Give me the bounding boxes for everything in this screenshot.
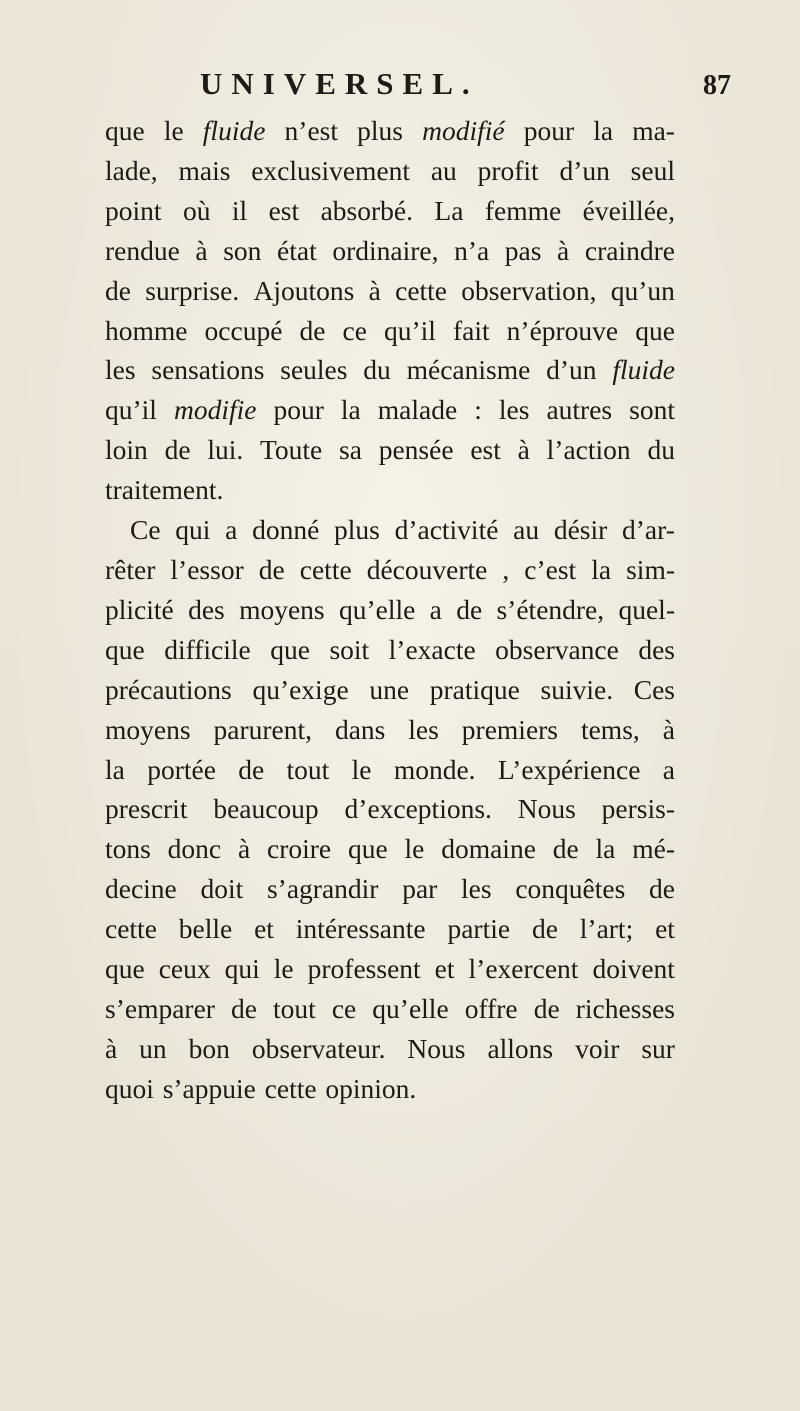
word: a xyxy=(225,514,238,546)
word: intéressante xyxy=(295,913,426,945)
text-line xyxy=(105,989,675,1029)
word: tout xyxy=(273,992,316,1024)
word: mécanisme xyxy=(406,354,531,386)
word: s’étendre, xyxy=(496,593,605,625)
word: doit xyxy=(200,873,244,905)
word: decine xyxy=(105,873,177,905)
word: qu’il xyxy=(383,314,436,346)
word: voir xyxy=(575,1032,620,1064)
text-line xyxy=(105,829,675,869)
word: La xyxy=(434,194,464,226)
word: il xyxy=(231,194,248,226)
word: mé- xyxy=(632,833,675,865)
word: tons xyxy=(105,833,151,865)
word: pensée xyxy=(378,434,454,466)
word: n’est xyxy=(284,115,339,146)
word: le xyxy=(404,833,425,865)
word: l’action xyxy=(546,434,631,466)
word: du xyxy=(363,354,391,386)
word: s’appuie xyxy=(162,1072,256,1104)
word: c’est xyxy=(524,553,577,585)
word: de xyxy=(649,873,675,905)
word: le xyxy=(163,115,184,146)
word: que xyxy=(635,314,675,346)
word: observance xyxy=(495,633,619,665)
word: son xyxy=(223,234,262,266)
word: les xyxy=(498,394,530,426)
page-number: 87 xyxy=(703,70,731,101)
word: plus xyxy=(357,115,403,146)
word: au xyxy=(513,514,540,546)
word: Ce xyxy=(130,514,161,546)
word: mais xyxy=(178,154,231,186)
word: l’art; xyxy=(579,913,634,945)
word: femme xyxy=(484,194,562,226)
word: qu’elle xyxy=(372,992,449,1024)
text-line xyxy=(105,750,675,790)
word: ma- xyxy=(632,115,675,146)
word: et xyxy=(434,953,455,985)
text-line xyxy=(105,949,675,989)
text-line xyxy=(105,271,675,311)
word: moyens xyxy=(239,593,325,625)
word: Toute xyxy=(260,434,323,466)
word: de xyxy=(299,314,326,346)
word: s’agrandir xyxy=(266,873,379,905)
word: monde. xyxy=(393,753,476,785)
word: lade, xyxy=(105,154,158,186)
word: pour xyxy=(523,115,575,146)
word: pour xyxy=(273,394,324,426)
word: exclusivement xyxy=(251,154,411,186)
word: doivent xyxy=(592,953,675,985)
word: pas xyxy=(504,234,542,266)
word: sim- xyxy=(626,553,675,585)
word: opinion. xyxy=(325,1072,417,1104)
word: croire xyxy=(267,833,332,865)
word: cette xyxy=(264,1072,317,1104)
text-line xyxy=(105,590,675,630)
word: cette xyxy=(395,274,448,306)
word: domaine xyxy=(441,833,536,865)
word: les xyxy=(461,873,492,905)
word: la xyxy=(105,753,125,785)
word: profit xyxy=(477,154,539,186)
word: est xyxy=(268,194,300,226)
word: beaucoup xyxy=(213,793,319,825)
word: premiers xyxy=(461,713,559,745)
word: de xyxy=(533,992,560,1024)
word: une xyxy=(369,673,410,705)
word: difficile xyxy=(164,633,251,665)
word: ce xyxy=(342,314,367,346)
word: de xyxy=(230,992,257,1024)
word: lui. xyxy=(207,434,244,466)
word: à xyxy=(662,713,675,745)
word: de xyxy=(164,434,191,466)
word: qui xyxy=(175,514,211,546)
word: observateur. xyxy=(251,1032,386,1064)
word: où xyxy=(182,194,211,226)
word: d’activité xyxy=(394,514,499,546)
word: sensations xyxy=(151,354,265,386)
word: à xyxy=(517,434,530,466)
word: l’exercent xyxy=(468,953,579,985)
word: surprise. xyxy=(145,274,240,306)
word: homme xyxy=(105,314,188,346)
word: d’exceptions. xyxy=(344,793,492,825)
word: par xyxy=(402,873,438,905)
word: et xyxy=(655,913,675,945)
word: de xyxy=(105,274,131,306)
word: s’emparer xyxy=(105,992,215,1024)
word: belle xyxy=(178,913,233,945)
word: au xyxy=(430,154,457,186)
word: modifié xyxy=(422,115,505,146)
word: absorbé. xyxy=(320,194,413,226)
word: autres xyxy=(546,394,613,426)
word: tout xyxy=(286,753,330,785)
word: découverte xyxy=(366,553,488,585)
word: allons xyxy=(487,1032,554,1064)
word: fait xyxy=(452,314,490,346)
word: que xyxy=(105,633,145,665)
word: prescrit xyxy=(105,793,188,825)
word: de xyxy=(552,833,579,865)
word: de xyxy=(258,553,285,585)
word: soit xyxy=(329,633,370,665)
word: L’expérience xyxy=(497,753,641,785)
word: de xyxy=(456,593,483,625)
word: sont xyxy=(629,394,675,426)
word: qu’elle xyxy=(338,593,416,625)
word: des xyxy=(188,593,225,625)
word: le xyxy=(351,753,372,785)
word: malade xyxy=(377,394,458,426)
word: partie xyxy=(447,913,511,945)
word: parurent, xyxy=(213,713,312,745)
text-line xyxy=(105,151,675,191)
word: observation, xyxy=(461,274,597,306)
word: dans xyxy=(334,713,386,745)
text-line xyxy=(105,710,675,750)
word: : xyxy=(474,394,482,426)
word: la xyxy=(593,115,614,146)
word: loin xyxy=(105,434,148,466)
text-line xyxy=(105,430,675,470)
word: que xyxy=(347,833,388,865)
text-line xyxy=(105,350,675,390)
word: Ces xyxy=(633,673,675,705)
word: les xyxy=(408,713,439,745)
word: sur xyxy=(641,1032,675,1064)
word: un xyxy=(139,1032,167,1064)
word: ceux xyxy=(158,953,211,985)
word: cette xyxy=(105,913,157,945)
word: ce xyxy=(331,992,357,1024)
word: l’exacte xyxy=(388,633,476,665)
word: fluide xyxy=(202,115,266,146)
running-head: UNIVERSEL. xyxy=(200,66,479,101)
word: des xyxy=(638,633,675,665)
word: du xyxy=(647,434,675,466)
word: traitement. xyxy=(105,474,224,506)
word: rêter xyxy=(105,553,156,585)
word: d’ar- xyxy=(622,514,675,546)
text-line xyxy=(105,550,675,590)
word: d’un xyxy=(559,154,610,186)
word: que xyxy=(105,953,145,985)
text-line xyxy=(105,789,675,829)
word: seules xyxy=(280,354,348,386)
word: plus xyxy=(334,514,380,546)
text-line xyxy=(105,311,675,351)
word: la xyxy=(595,833,616,865)
word: état xyxy=(277,234,317,266)
text-line xyxy=(105,869,675,909)
word: Ajoutons xyxy=(253,274,355,306)
word: persis- xyxy=(601,793,675,825)
word: éveillée, xyxy=(582,194,675,226)
word: moyens xyxy=(105,713,191,745)
text-line xyxy=(105,1069,675,1109)
word: offre xyxy=(464,992,518,1024)
word: n’éprouve xyxy=(506,314,619,346)
word: est xyxy=(470,434,501,466)
word: quoi xyxy=(105,1072,154,1104)
word: suivie. xyxy=(540,673,614,705)
word: rendue xyxy=(105,234,180,266)
word: à xyxy=(557,234,570,266)
word: ordinaire, xyxy=(332,234,439,266)
word: le xyxy=(273,953,294,985)
text-line xyxy=(105,1029,675,1069)
word: point xyxy=(105,194,162,226)
word: qui xyxy=(224,953,260,985)
text-line xyxy=(105,909,675,949)
word: à xyxy=(105,1032,118,1064)
word: qu’exige xyxy=(252,673,349,705)
word: modifie xyxy=(173,394,257,426)
word: a xyxy=(429,593,442,625)
word: n’a xyxy=(454,234,490,266)
word: de xyxy=(531,913,558,945)
word: tems, xyxy=(580,713,640,745)
word: à xyxy=(368,274,381,306)
word: la xyxy=(591,553,612,585)
text-line xyxy=(105,191,675,231)
word: les xyxy=(105,354,136,386)
word: pratique xyxy=(429,673,520,705)
word: qu’un xyxy=(610,274,675,306)
word: que xyxy=(270,633,310,665)
word: cette xyxy=(299,553,352,585)
text-line xyxy=(105,231,675,271)
word: et xyxy=(254,913,274,945)
word: que xyxy=(105,115,145,146)
text-line xyxy=(105,670,675,710)
word: conquêtes xyxy=(515,873,626,905)
word: occupé xyxy=(204,314,283,346)
word: quel- xyxy=(618,593,675,625)
word: portée xyxy=(147,753,216,785)
word: à xyxy=(237,833,251,865)
body-text xyxy=(105,111,675,1109)
word: plicité xyxy=(105,593,174,625)
word: donc xyxy=(167,833,222,865)
word: craindre xyxy=(584,234,675,266)
word: donné xyxy=(252,514,320,546)
text-line xyxy=(105,390,675,430)
word: fluide xyxy=(612,354,675,386)
word: richesses xyxy=(575,992,675,1024)
word: précautions xyxy=(105,673,232,705)
word: professent xyxy=(307,953,421,985)
word: la xyxy=(340,394,361,426)
word: d’un xyxy=(546,354,597,386)
text-line xyxy=(105,630,675,670)
word: a xyxy=(662,753,675,785)
word: qu’il xyxy=(105,394,157,426)
text-line xyxy=(105,510,675,550)
word: de xyxy=(238,753,265,785)
word: bon xyxy=(188,1032,230,1064)
word: Nous xyxy=(407,1032,466,1064)
word: , xyxy=(502,553,510,585)
word: seul xyxy=(630,154,675,186)
text-line xyxy=(105,111,675,151)
word: sa xyxy=(339,434,362,466)
word: à xyxy=(195,234,208,266)
text-line xyxy=(105,470,675,510)
word: l’essor xyxy=(170,553,244,585)
word: désir xyxy=(553,514,608,546)
word: Nous xyxy=(517,793,576,825)
